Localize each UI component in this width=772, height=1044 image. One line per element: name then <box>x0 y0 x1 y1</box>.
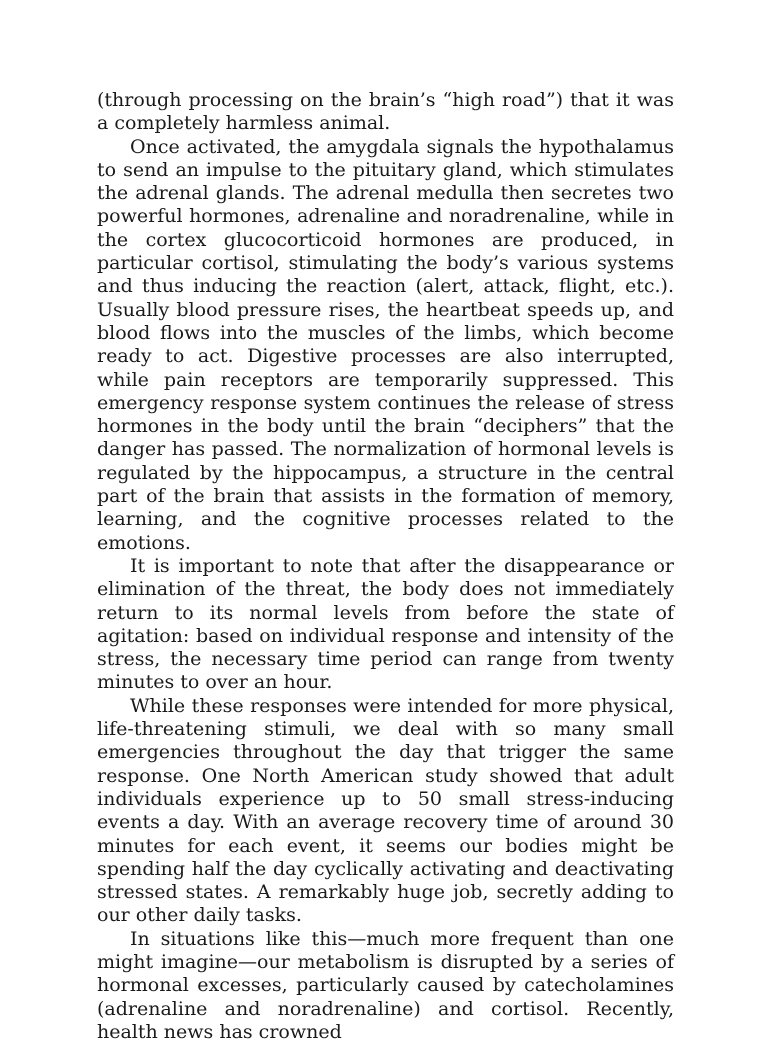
paragraph-recovery-time: It is important to note that after the disappearance or elimination of the threat, the body does not immediately return to its normal levels from before the state of agitation: based on individual response and intensity of the stress, the necessary time period can range from twenty minutes to over an hour. <box>97 554 674 694</box>
paragraph-continuation: (through processing on the brain’s “high road”) that it was a completely harmless animal. <box>97 89 674 135</box>
paragraph-amygdala-response: Once activated, the amygdala signals the hypothalamus to send an impulse to the pituitary gland, which stimulates the adrenal glands. The adrenal medulla then secretes two powerful hormones, adrenaline and noradrenaline, while in the cortex glucocorticoid hormones are produced, in particular cortisol, stimulating the body’s various systems and thus inducing the reaction (alert, attack, flight, etc.). Usually blood pressure rises, the heartbeat speeds up, and blood flows into the muscles of the limbs, which become ready to act. Digestive processes are also interrupted, while pain receptors are temporarily suppressed. This emergency response system continues the release of stress hormones in the body until the brain “deciphers” that the danger has passed. The normalization of hormonal levels is regulated by the hippocampus, a structure in the central part of the brain that assists in the formation of memory, learning, and the cognitive processes related to the emotions. <box>97 135 674 554</box>
paragraph-hormonal-excess: In situations like this—much more frequent than one might imagine—our metabolism is disrupted by a series of hormonal excesses, particularly caused by catecholamines (adrenaline and noradrenaline) and cortisol. Recently, health news has crowned <box>97 927 674 1043</box>
page-body <box>97 89 674 1044</box>
paragraph-daily-emergencies: While these responses were intended for more physical, life-threatening stimuli, we deal with so many small emergencies throughout the day that trigger the same response. One North American study showed that adult individuals experience up to 50 small stress-inducing events a day. With an average recovery time of around 30 minutes for each event, it seems our bodies might be spending half the day cyclically activating and deactivating stressed states. A remarkably huge job, secretly adding to our other daily tasks. <box>97 694 674 927</box>
